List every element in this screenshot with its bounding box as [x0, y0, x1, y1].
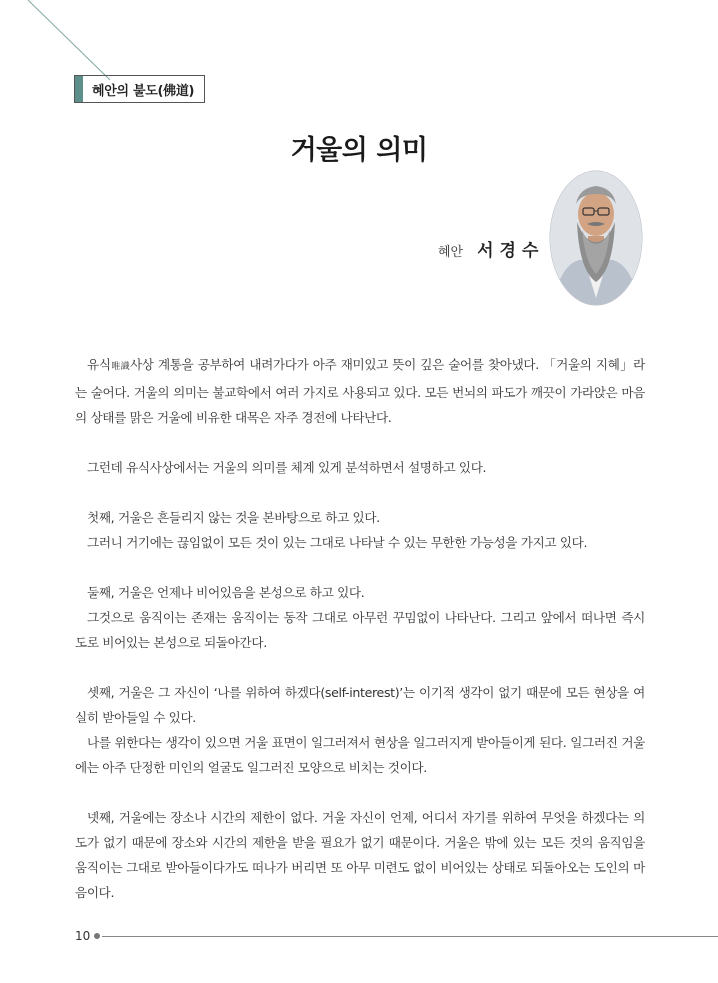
paragraph-6: 그것으로 움직이는 존재는 움직이는 동작 그대로 아무런 꾸밈없이 나타난다. 그리고 앞에서 떠나면 즉시 도로 비어있는 본성으로 되돌아간다. — [75, 610, 645, 650]
p1-rest: 사상 계통을 공부하여 내려가다가 아주 재미있고 뜻이 깊은 술어를 찾아냈다. 「거울의 지혜」라는 술어다. 거울의 의미는 불교학에서 여러 가지로 사용되고 있다. 모든 번뇌의 파도가 깨끗이 가라앉은 마음의 상태를 맑은 거울에 비유한 대목은 자주 경전에 나타난다. — [75, 357, 645, 425]
footer-rule — [102, 936, 718, 937]
section-tag-label: 혜안의 불도(佛道) — [92, 83, 195, 99]
section-tag — [74, 75, 205, 103]
paragraph-4: 그러니 거기에는 끊임없이 모든 것이 있는 그대로 나타날 수 있는 무한한 가능성을 가지고 있다. — [87, 535, 588, 550]
page-title: 거울의 의미 — [290, 135, 428, 166]
hanja-annotation: 唯識 — [110, 362, 130, 372]
author-byline — [438, 236, 544, 261]
paragraph-5: 둘째, 거울은 언제나 비어있음을 본성으로 하고 있다. — [87, 585, 365, 600]
paragraph-7: 셋째, 거울은 그 자신이 ‘나를 위하여 하겠다(self-interest)’는 이기적 생각이 없기 때문에 모든 현상을 여실히 받아들일 수 있다. — [75, 685, 645, 725]
author-name: 서경수 — [477, 241, 545, 261]
p1-start: 유식 — [87, 357, 111, 372]
paragraph-2: 그런데 유식사상에서는 거울의 의미를 체계 있게 분석하면서 설명하고 있다. — [87, 460, 487, 475]
paragraph-1 — [75, 352, 645, 430]
article-body — [75, 352, 645, 905]
page-footer — [75, 926, 718, 946]
author-penname: 혜안 — [438, 245, 464, 260]
paragraph-9: 넷째, 거울에는 장소나 시간의 제한이 없다. 거울 자신이 언제, 어디서 자기를 위하여 무엇을 하겠다는 의도가 없기 때문에 장소와 시간의 제한을 받을 필요가 없기 때문이다. 거울은 밖에 있는 모든 것의 움직임을 움직이는 그대로 받아들이다가도 떠나가 버리면 또 아무 미련도 없이 비어있는 상태로 되돌아오는 도인의 마음이다. — [75, 810, 645, 900]
section-tag-accent — [75, 76, 83, 102]
paragraph-8: 나를 위한다는 생각이 있으면 거울 표면이 일그러져서 현상을 일그러지게 받아들이게 된다. 일그러진 거울에는 아주 단정한 미인의 얼굴도 일그러진 모양으로 비치는 것이다. — [75, 735, 645, 775]
paragraph-3: 첫째, 거울은 흔들리지 않는 것을 본바탕으로 하고 있다. — [87, 510, 380, 525]
page-number: 10 — [75, 929, 91, 943]
author-portrait — [549, 170, 643, 306]
footer-dot — [94, 933, 100, 939]
